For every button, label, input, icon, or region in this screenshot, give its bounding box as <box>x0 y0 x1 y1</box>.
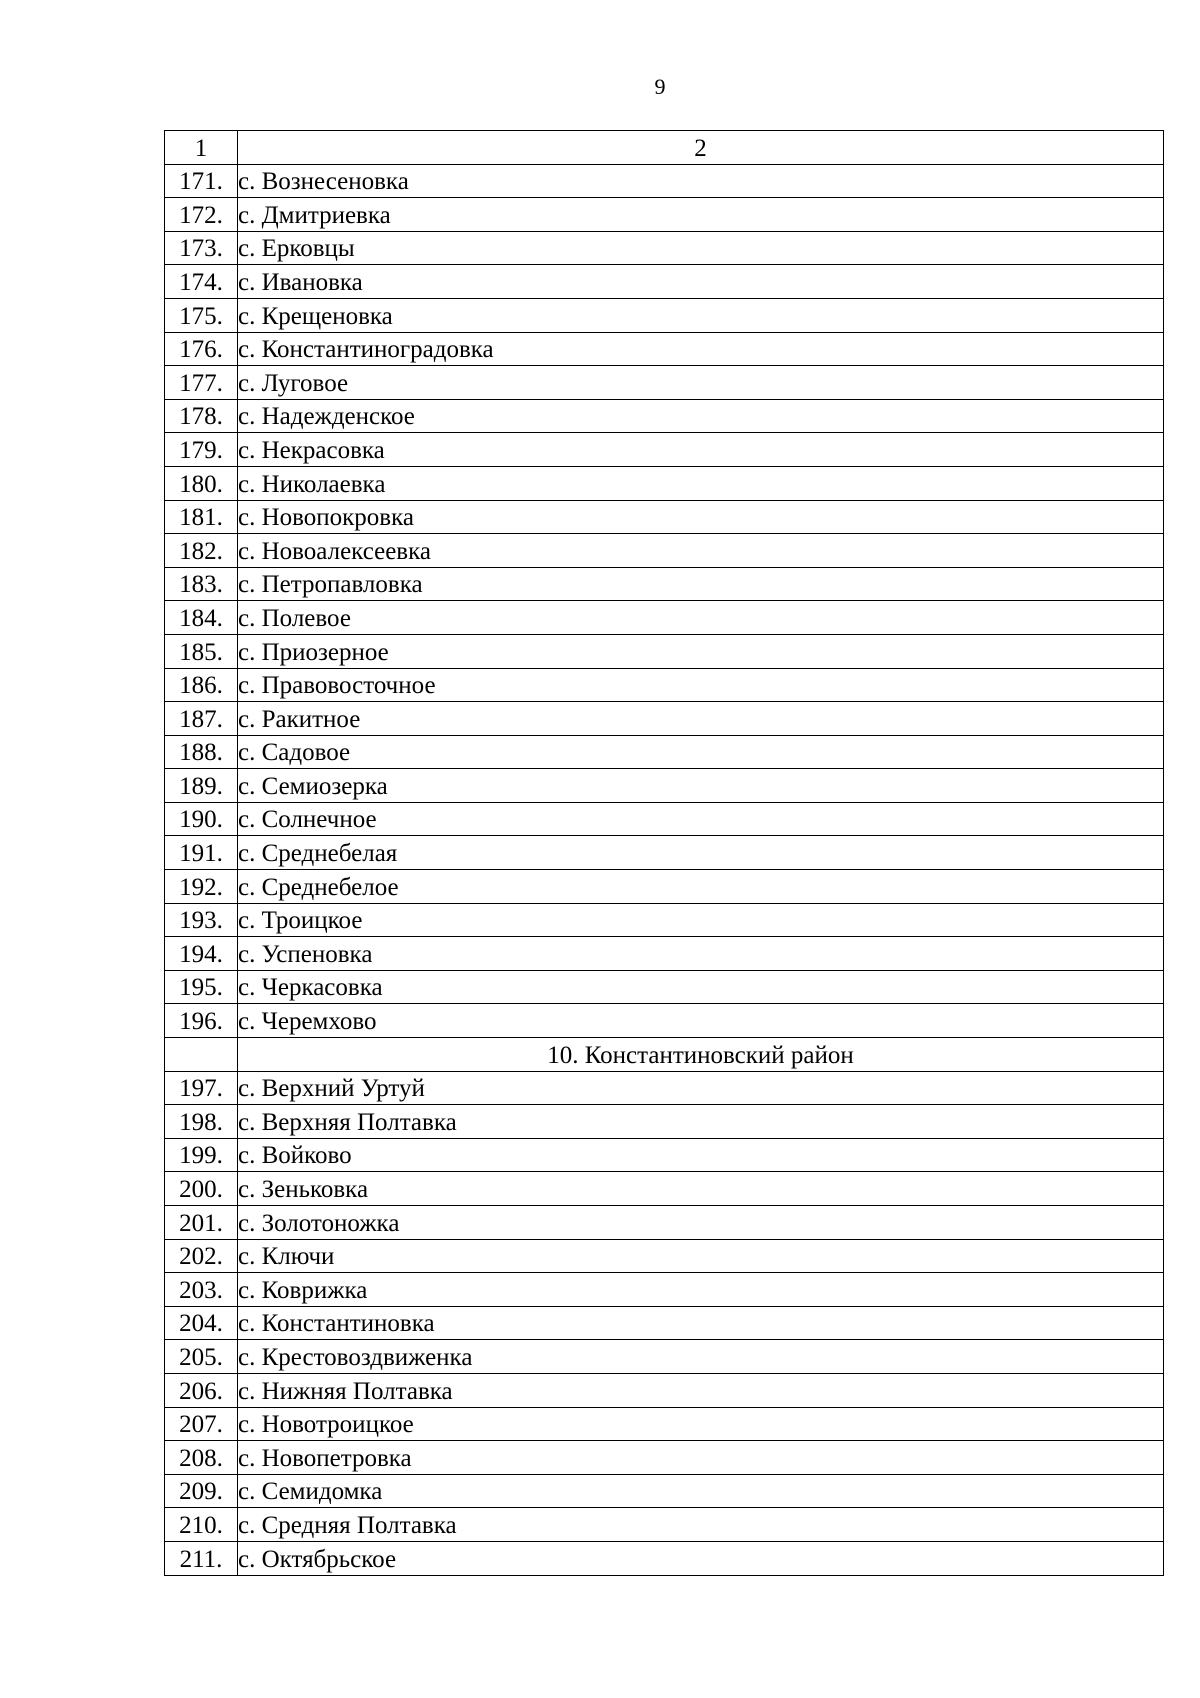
table-row <box>165 1071 1164 1105</box>
table-row <box>165 366 1164 400</box>
row-number: 203. <box>165 1273 238 1307</box>
row-number: 173. <box>165 231 238 265</box>
settlement-name: с. Садовое <box>238 735 1164 769</box>
table-row <box>165 332 1164 366</box>
section-number-cell <box>165 1038 238 1072</box>
table-row <box>165 1441 1164 1475</box>
row-number: 189. <box>165 769 238 803</box>
settlement-name: с. Среднебелое <box>238 870 1164 904</box>
table-row <box>165 534 1164 568</box>
row-number: 181. <box>165 500 238 534</box>
settlement-name: с. Николаевка <box>238 466 1164 500</box>
settlement-name: с. Новотроицкое <box>238 1407 1164 1441</box>
row-number: 205. <box>165 1340 238 1374</box>
table-row <box>165 870 1164 904</box>
table-row <box>165 836 1164 870</box>
settlement-name: с. Средняя Полтавка <box>238 1508 1164 1542</box>
settlement-name: с. Ключи <box>238 1239 1164 1273</box>
table-row <box>165 164 1164 198</box>
table-row <box>165 634 1164 668</box>
row-number: 209. <box>165 1474 238 1508</box>
table-row <box>165 601 1164 635</box>
table-row <box>165 1340 1164 1374</box>
table-row <box>165 702 1164 736</box>
section-title: 10. Константиновский район <box>238 1038 1164 1072</box>
row-number: 200. <box>165 1172 238 1206</box>
table-row <box>165 903 1164 937</box>
row-number: 192. <box>165 870 238 904</box>
table-row <box>165 1206 1164 1240</box>
table-row <box>165 1407 1164 1441</box>
settlement-name: с. Семидомка <box>238 1474 1164 1508</box>
settlements-table <box>164 130 1164 1576</box>
column-header-1: 1 <box>165 131 238 165</box>
row-number: 208. <box>165 1441 238 1475</box>
settlement-name: с. Крестовоздвиженка <box>238 1340 1164 1374</box>
row-number: 191. <box>165 836 238 870</box>
table-row <box>165 298 1164 332</box>
row-number: 176. <box>165 332 238 366</box>
settlement-name: с. Полевое <box>238 601 1164 635</box>
row-number: 206. <box>165 1373 238 1407</box>
settlement-name: с. Ивановка <box>238 265 1164 299</box>
settlement-name: с. Ракитное <box>238 702 1164 736</box>
settlement-name: с. Приозерное <box>238 634 1164 668</box>
row-number: 198. <box>165 1105 238 1139</box>
settlement-name: с. Константиновка <box>238 1306 1164 1340</box>
settlement-name: с. Некрасовка <box>238 433 1164 467</box>
settlement-name: с. Успеновка <box>238 937 1164 971</box>
settlement-name: с. Войково <box>238 1138 1164 1172</box>
row-number: 193. <box>165 903 238 937</box>
row-number: 207. <box>165 1407 238 1441</box>
row-number: 172. <box>165 198 238 232</box>
row-number: 199. <box>165 1138 238 1172</box>
table-body <box>165 131 1164 1576</box>
table-row <box>165 937 1164 971</box>
row-number: 210. <box>165 1508 238 1542</box>
row-number: 188. <box>165 735 238 769</box>
row-number: 195. <box>165 970 238 1004</box>
row-number: 196. <box>165 1004 238 1038</box>
table-row <box>165 735 1164 769</box>
table-row <box>165 500 1164 534</box>
row-number: 174. <box>165 265 238 299</box>
row-number: 182. <box>165 534 238 568</box>
page-number: 9 <box>654 74 666 99</box>
settlement-name: с. Константиноградовка <box>238 332 1164 366</box>
row-number: 187. <box>165 702 238 736</box>
row-number: 180. <box>165 466 238 500</box>
row-number: 175. <box>165 298 238 332</box>
row-number: 197. <box>165 1071 238 1105</box>
table-row <box>165 399 1164 433</box>
settlement-name: с. Крещеновка <box>238 298 1164 332</box>
settlement-name: с. Солнечное <box>238 802 1164 836</box>
settlement-name: с. Новоалексеевка <box>238 534 1164 568</box>
table-header-row <box>165 131 1164 165</box>
settlement-name: с. Луговое <box>238 366 1164 400</box>
table-row <box>165 1239 1164 1273</box>
table-row <box>165 1373 1164 1407</box>
settlement-name: с. Октябрьское <box>238 1541 1164 1575</box>
settlement-name: с. Черкасовка <box>238 970 1164 1004</box>
settlement-name: с. Ерковцы <box>238 231 1164 265</box>
row-number: 186. <box>165 668 238 702</box>
table-row <box>165 1105 1164 1139</box>
table-row <box>165 802 1164 836</box>
table-row <box>165 1508 1164 1542</box>
settlement-name: с. Среднебелая <box>238 836 1164 870</box>
row-number: 183. <box>165 567 238 601</box>
table-row <box>165 265 1164 299</box>
settlement-name: с. Коврижка <box>238 1273 1164 1307</box>
settlement-name: с. Троицкое <box>238 903 1164 937</box>
row-number: 201. <box>165 1206 238 1240</box>
settlement-name: с. Золотоножка <box>238 1206 1164 1240</box>
table-row <box>165 1172 1164 1206</box>
row-number: 202. <box>165 1239 238 1273</box>
table-row <box>165 1541 1164 1575</box>
settlement-name: с. Зеньковка <box>238 1172 1164 1206</box>
table-row <box>165 970 1164 1004</box>
settlement-name: с. Новопокровка <box>238 500 1164 534</box>
settlement-name: с. Новопетровка <box>238 1441 1164 1475</box>
table-row <box>165 1273 1164 1307</box>
table-row <box>165 567 1164 601</box>
settlement-name: с. Правовосточное <box>238 668 1164 702</box>
row-number: 179. <box>165 433 238 467</box>
table-row <box>165 769 1164 803</box>
settlement-name: с. Петропавловка <box>238 567 1164 601</box>
settlement-name: с. Вознесеновка <box>238 164 1164 198</box>
settlement-name: с. Верхний Уртуй <box>238 1071 1164 1105</box>
row-number: 204. <box>165 1306 238 1340</box>
column-header-2: 2 <box>238 131 1164 165</box>
row-number: 178. <box>165 399 238 433</box>
settlement-name: с. Нижняя Полтавка <box>238 1373 1164 1407</box>
table-row <box>165 1474 1164 1508</box>
table-row <box>165 1004 1164 1038</box>
row-number: 184. <box>165 601 238 635</box>
row-number: 171. <box>165 164 238 198</box>
row-number: 177. <box>165 366 238 400</box>
row-number: 190. <box>165 802 238 836</box>
section-row <box>165 1038 1164 1072</box>
settlement-name: с. Надежденское <box>238 399 1164 433</box>
row-number: 211. <box>165 1541 238 1575</box>
table-row <box>165 1306 1164 1340</box>
table-row <box>165 668 1164 702</box>
table-row <box>165 466 1164 500</box>
settlement-name: с. Семиозерка <box>238 769 1164 803</box>
settlement-name: с. Верхняя Полтавка <box>238 1105 1164 1139</box>
row-number: 185. <box>165 634 238 668</box>
table-row <box>165 231 1164 265</box>
row-number: 194. <box>165 937 238 971</box>
settlement-name: с. Черемхово <box>238 1004 1164 1038</box>
table-row <box>165 198 1164 232</box>
settlement-name: с. Дмитриевка <box>238 198 1164 232</box>
table-row <box>165 433 1164 467</box>
table-row <box>165 1138 1164 1172</box>
